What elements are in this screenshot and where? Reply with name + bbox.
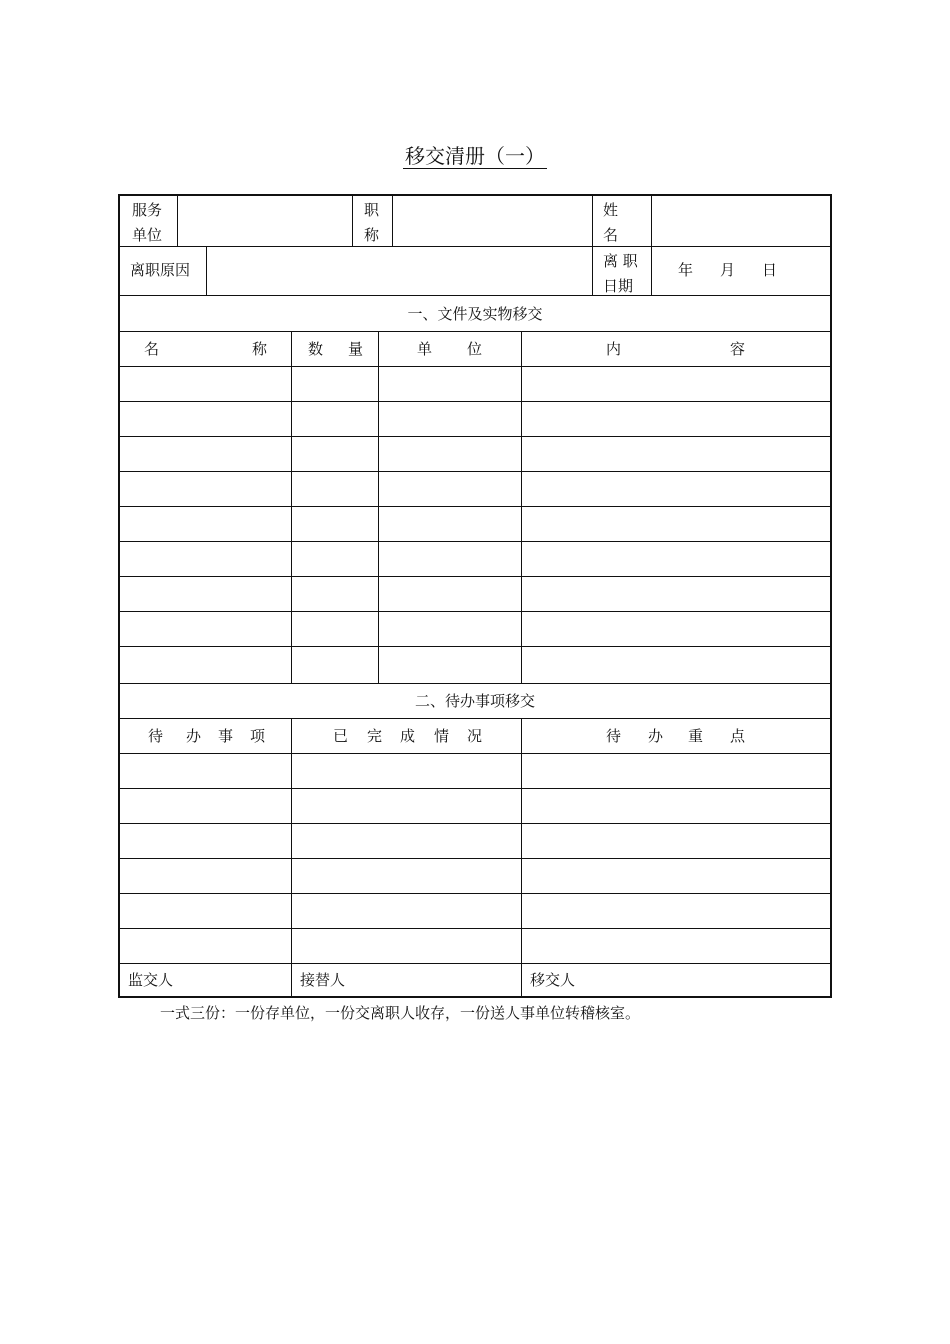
completion-status-char2: 完 (367, 727, 383, 745)
job-title-label-line2: 称 (364, 226, 380, 244)
col-header-unit-char2: 位 (467, 340, 483, 358)
date-year-label: 年 (678, 261, 694, 279)
grid-line (521, 718, 522, 996)
col-header-name-char1: 名 (144, 340, 160, 358)
grid-line (120, 295, 830, 296)
job-title-label-line1: 职 (364, 201, 380, 219)
successor-label: 接替人 (300, 970, 346, 989)
footnote: 一式三份：一份存单位，一份交离职人收存，一份送人事单位转稽核室。 (160, 1004, 641, 1022)
row-divider (120, 858, 830, 859)
date-month-label: 月 (720, 261, 736, 279)
grid-line (120, 718, 830, 719)
handover-form-table (118, 194, 832, 998)
col-header-unit (379, 332, 521, 366)
col-header-name-char2: 称 (252, 340, 268, 358)
service-unit-label-line1: 服务 (132, 201, 163, 219)
col-header-unit-char1: 单 (417, 340, 433, 358)
col-header-content (522, 332, 830, 366)
grid-line (120, 753, 830, 754)
row-divider (120, 401, 830, 402)
grid-line (378, 331, 379, 683)
col-header-name (120, 332, 291, 366)
name-label (603, 198, 643, 246)
handover-signature[interactable] (522, 964, 830, 996)
col-header-content-char1: 内 (606, 340, 622, 358)
grid-line (120, 683, 830, 684)
completion-status-char5: 况 (467, 727, 483, 745)
col-header-key-points (522, 719, 830, 753)
section1-title: 一、文件及实物移交 (407, 304, 543, 323)
key-points-char4: 点 (730, 727, 746, 745)
grid-line (120, 331, 830, 332)
col-header-quantity (292, 332, 378, 366)
grid-line (120, 246, 830, 247)
pending-items-char1: 待 (148, 727, 164, 745)
resign-reason-value[interactable] (207, 247, 591, 294)
name-label-line2: 名 (603, 226, 619, 244)
col-header-quantity-char1: 数 (308, 340, 324, 358)
name-value[interactable] (652, 196, 830, 246)
grid-line (592, 196, 593, 295)
completion-status-char3: 成 (400, 727, 416, 745)
row-divider (120, 893, 830, 894)
completion-status-char4: 情 (434, 727, 450, 745)
col-header-pending-items (120, 719, 291, 753)
completion-status-char1: 已 (333, 727, 349, 745)
key-points-char3: 重 (688, 727, 704, 745)
grid-line (120, 963, 830, 964)
grid-line (206, 246, 207, 295)
row-divider (120, 506, 830, 507)
job-title-label (364, 198, 394, 246)
resign-date-value[interactable] (652, 247, 830, 294)
service-unit-label (132, 198, 178, 246)
row-divider (120, 928, 830, 929)
resign-date-label-line1: 离 职 (603, 252, 638, 270)
grid-line (352, 196, 353, 246)
successor-signature[interactable] (292, 964, 521, 996)
key-points-char2: 办 (648, 727, 664, 745)
row-divider (120, 823, 830, 824)
section2-title: 二、待办事项移交 (414, 691, 535, 710)
key-points-char1: 待 (606, 727, 622, 745)
row-divider (120, 646, 830, 647)
pending-items-char3: 事 (218, 727, 234, 745)
grid-line (291, 718, 292, 996)
resign-date-label (603, 249, 651, 295)
resign-reason-label: 离职原因 (130, 261, 191, 279)
page-title-text: 移交清册（一） (405, 144, 545, 168)
grid-line (120, 366, 830, 367)
row-divider (120, 541, 830, 542)
row-divider (120, 576, 830, 577)
supervisor-label: 监交人 (128, 970, 174, 989)
col-header-content-char2: 容 (730, 340, 746, 358)
grid-line (291, 331, 292, 683)
col-header-completion-status (292, 719, 521, 753)
service-unit-label-line2: 单位 (132, 226, 163, 244)
row-divider (120, 788, 830, 789)
handover-label: 移交人 (530, 970, 576, 989)
date-day-label: 日 (762, 261, 778, 279)
resign-date-label-line2: 日期 (603, 277, 634, 295)
supervisor-signature[interactable] (120, 964, 291, 996)
grid-line (392, 196, 393, 246)
grid-line (521, 331, 522, 683)
col-header-quantity-char2: 量 (348, 340, 364, 358)
row-divider (120, 471, 830, 472)
job-title-value[interactable] (393, 196, 593, 246)
row-divider (120, 436, 830, 437)
pending-items-char4: 项 (250, 727, 266, 745)
grid-line (177, 196, 178, 246)
row-divider (120, 611, 830, 612)
page-title (0, 142, 950, 170)
pending-items-char2: 办 (186, 727, 202, 745)
name-label-line1: 姓 (603, 201, 619, 219)
service-unit-value[interactable] (178, 196, 352, 246)
grid-line (651, 196, 652, 295)
